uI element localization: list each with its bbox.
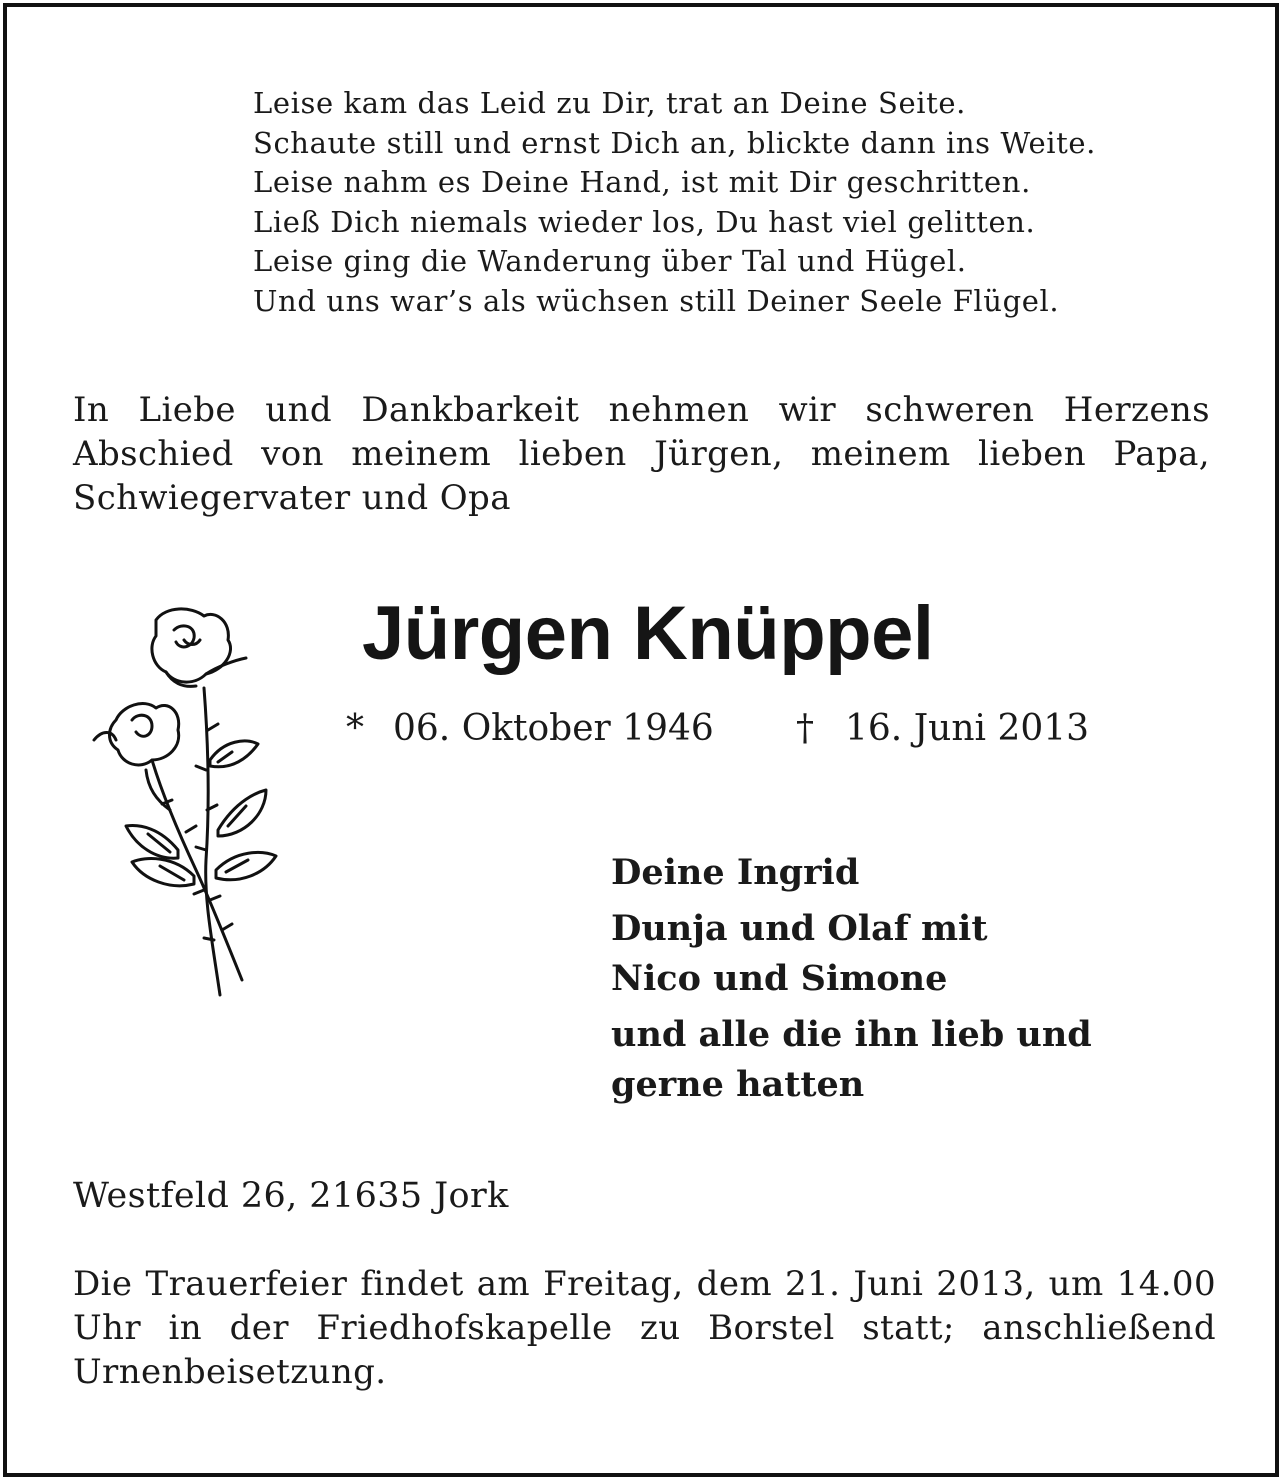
rose-icon xyxy=(86,600,286,1010)
address: Westfeld 26, 21635 Jork xyxy=(73,1176,509,1216)
poem-line: Leise nahm es Deine Hand, ist mit Dir geschritten. xyxy=(253,165,1031,199)
signer-line: gerne hatten xyxy=(611,1064,865,1105)
signer-line: Dunja und Olaf mit xyxy=(611,908,988,949)
deceased-name: Jürgen Knüppel xyxy=(362,591,934,676)
poem-line: Und uns war’s als wüchsen still Deiner Seele Flügel. xyxy=(253,283,1060,318)
poem-line: Leise ging die Wanderung über Tal und Hügel. xyxy=(253,244,967,278)
signer-line: Nico und Simone xyxy=(611,958,948,999)
poem-line: Ließ Dich niemals wieder los, Du hast viel gelitten. xyxy=(253,204,1036,239)
intro-text: In Liebe und Dankbarkeit nehmen wir schweren Herzens Abschied von meinem lieben Jürgen, meinem lieben Papa, Schwiegervater und Opa xyxy=(73,390,1210,518)
death-date: 16. Juni 2013 xyxy=(845,708,1090,749)
death-symbol: † xyxy=(796,708,814,749)
funeral-notice: Die Trauerfeier findet am Freitag, dem 21. Juni 2013, um 14.00 Uhr in der Friedhofskapelle zu Borstel statt; anschließend Urnenbeisetzung. xyxy=(73,1264,1216,1392)
signers xyxy=(611,848,1131,1110)
birth-date: 06. Oktober 1946 xyxy=(393,708,714,749)
poem-line: Leise kam das Leid zu Dir, trat an Deine Seite. xyxy=(253,86,966,120)
poem-line: Schaute still und ernst Dich an, blickte dann ins Weite. xyxy=(253,125,1096,160)
signer-line: und alle die ihn lieb und xyxy=(611,1014,1092,1055)
poem xyxy=(253,84,1096,321)
signer-line: Deine Ingrid xyxy=(611,852,860,893)
birth-symbol: * xyxy=(346,708,364,749)
